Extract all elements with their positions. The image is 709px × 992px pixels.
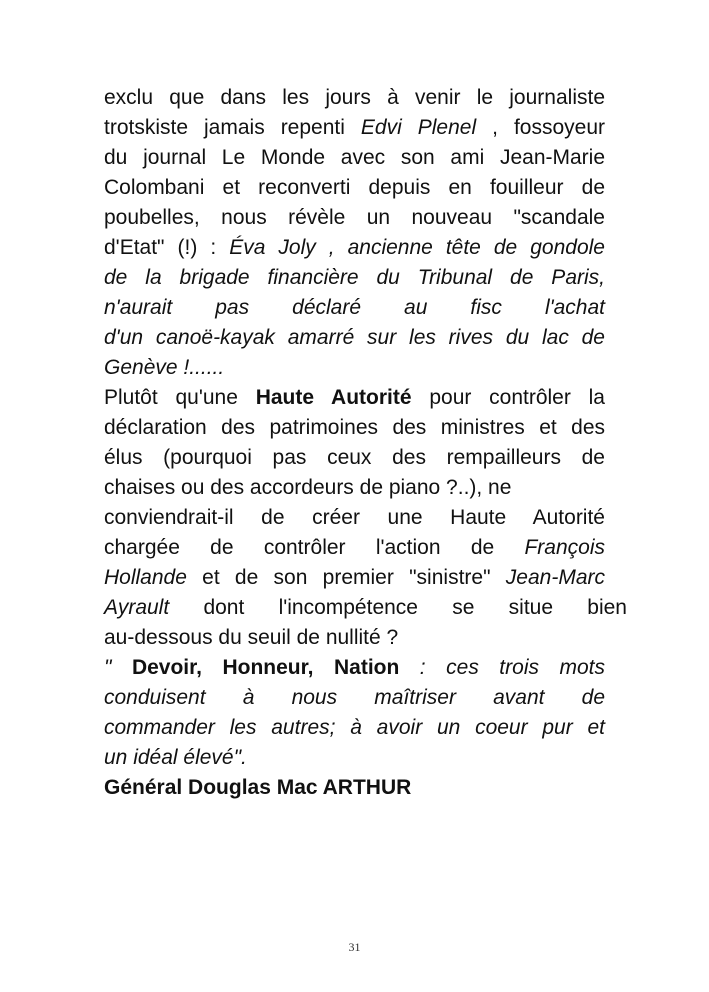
attribution-text: Général Douglas Mac ARTHUR [104, 776, 412, 799]
text-run: au-dessous du seuil de nullité ? [104, 626, 399, 649]
italic-passage: n'aurait pas déclaré au fisc l'achat [104, 296, 605, 319]
quote-line [104, 653, 605, 683]
text-line [104, 473, 605, 503]
text-run: du journal Le Monde avec son ami Jean-Marie [104, 146, 605, 169]
name-emphasis: Jean-Marc [505, 566, 605, 589]
text-run: chaises ou des accordeurs de piano ?..), ne [104, 476, 512, 499]
name-emphasis: Hollande [104, 566, 187, 589]
text-line [104, 503, 605, 533]
text-line [104, 533, 605, 563]
quote-text: : ces trois mots [399, 656, 605, 679]
italic-passage: d'un canoë-kayak amarré sur les rives du lac de [104, 326, 605, 349]
name-emphasis: Edvi Plenel [360, 116, 477, 139]
text-run: exclu que dans les jours à venir le journaliste [104, 86, 605, 109]
name-emphasis: François [524, 536, 605, 559]
quote-text: " [104, 656, 132, 679]
text-line [104, 623, 605, 653]
text-line [104, 563, 605, 593]
text-line [104, 83, 605, 113]
quote-line [104, 713, 605, 743]
text-line [104, 263, 605, 293]
text-line [104, 173, 605, 203]
text-run: poubelles, nous révèle un nouveau "scandale [104, 206, 605, 229]
text-run: chargée de contrôler l'action de [104, 536, 525, 559]
italic-passage: Éva Joly , ancienne tête de gondole [229, 236, 605, 259]
text-run: élus (pourquoi pas ceux des rempailleurs de [104, 446, 605, 469]
quote-line [104, 683, 605, 713]
text-run: conviendrait-il de créer une Haute Autorité [104, 506, 605, 529]
name-emphasis: Ayrault [104, 596, 170, 619]
text-run: Colombani et reconverti depuis en fouilleur de [104, 176, 605, 199]
text-line [104, 143, 605, 173]
text-line [104, 353, 605, 383]
quote-text: conduisent à nous maîtriser avant de [104, 686, 605, 709]
text-run: pour contrôler la [411, 386, 605, 409]
text-line [104, 443, 605, 473]
italic-passage: de la brigade financière du Tribunal de Paris, [104, 266, 605, 289]
text-run: , fossoyeur [476, 116, 606, 139]
quote-text: commander les autres; à avoir un coeur pur et [104, 716, 605, 739]
text-line [104, 233, 605, 263]
text-run: dont l'incompétence se situe bien [169, 596, 627, 619]
bold-emphasis: Haute Autorité [255, 386, 412, 409]
quote-attribution [104, 773, 605, 803]
text-line [104, 413, 605, 443]
text-line [104, 323, 605, 353]
text-run: d'Etat" (!) : [104, 236, 230, 259]
text-line [104, 593, 627, 623]
text-line [104, 293, 605, 323]
quote-line [104, 743, 605, 773]
text-line [104, 203, 605, 233]
text-line [104, 383, 605, 413]
italic-passage: Genève !...... [104, 356, 225, 379]
quote-text: un idéal élevé". [104, 746, 247, 769]
text-run: Plutôt qu'une [104, 386, 256, 409]
text-run: trotskiste jamais repenti [104, 116, 361, 139]
text-line [104, 113, 605, 143]
page-number: 31 [348, 940, 361, 954]
text-run: et de son premier "sinistre" [186, 566, 506, 589]
quote-motto: Devoir, Honneur, Nation [131, 656, 400, 679]
text-run: déclaration des patrimoines des ministres et des [104, 416, 605, 439]
